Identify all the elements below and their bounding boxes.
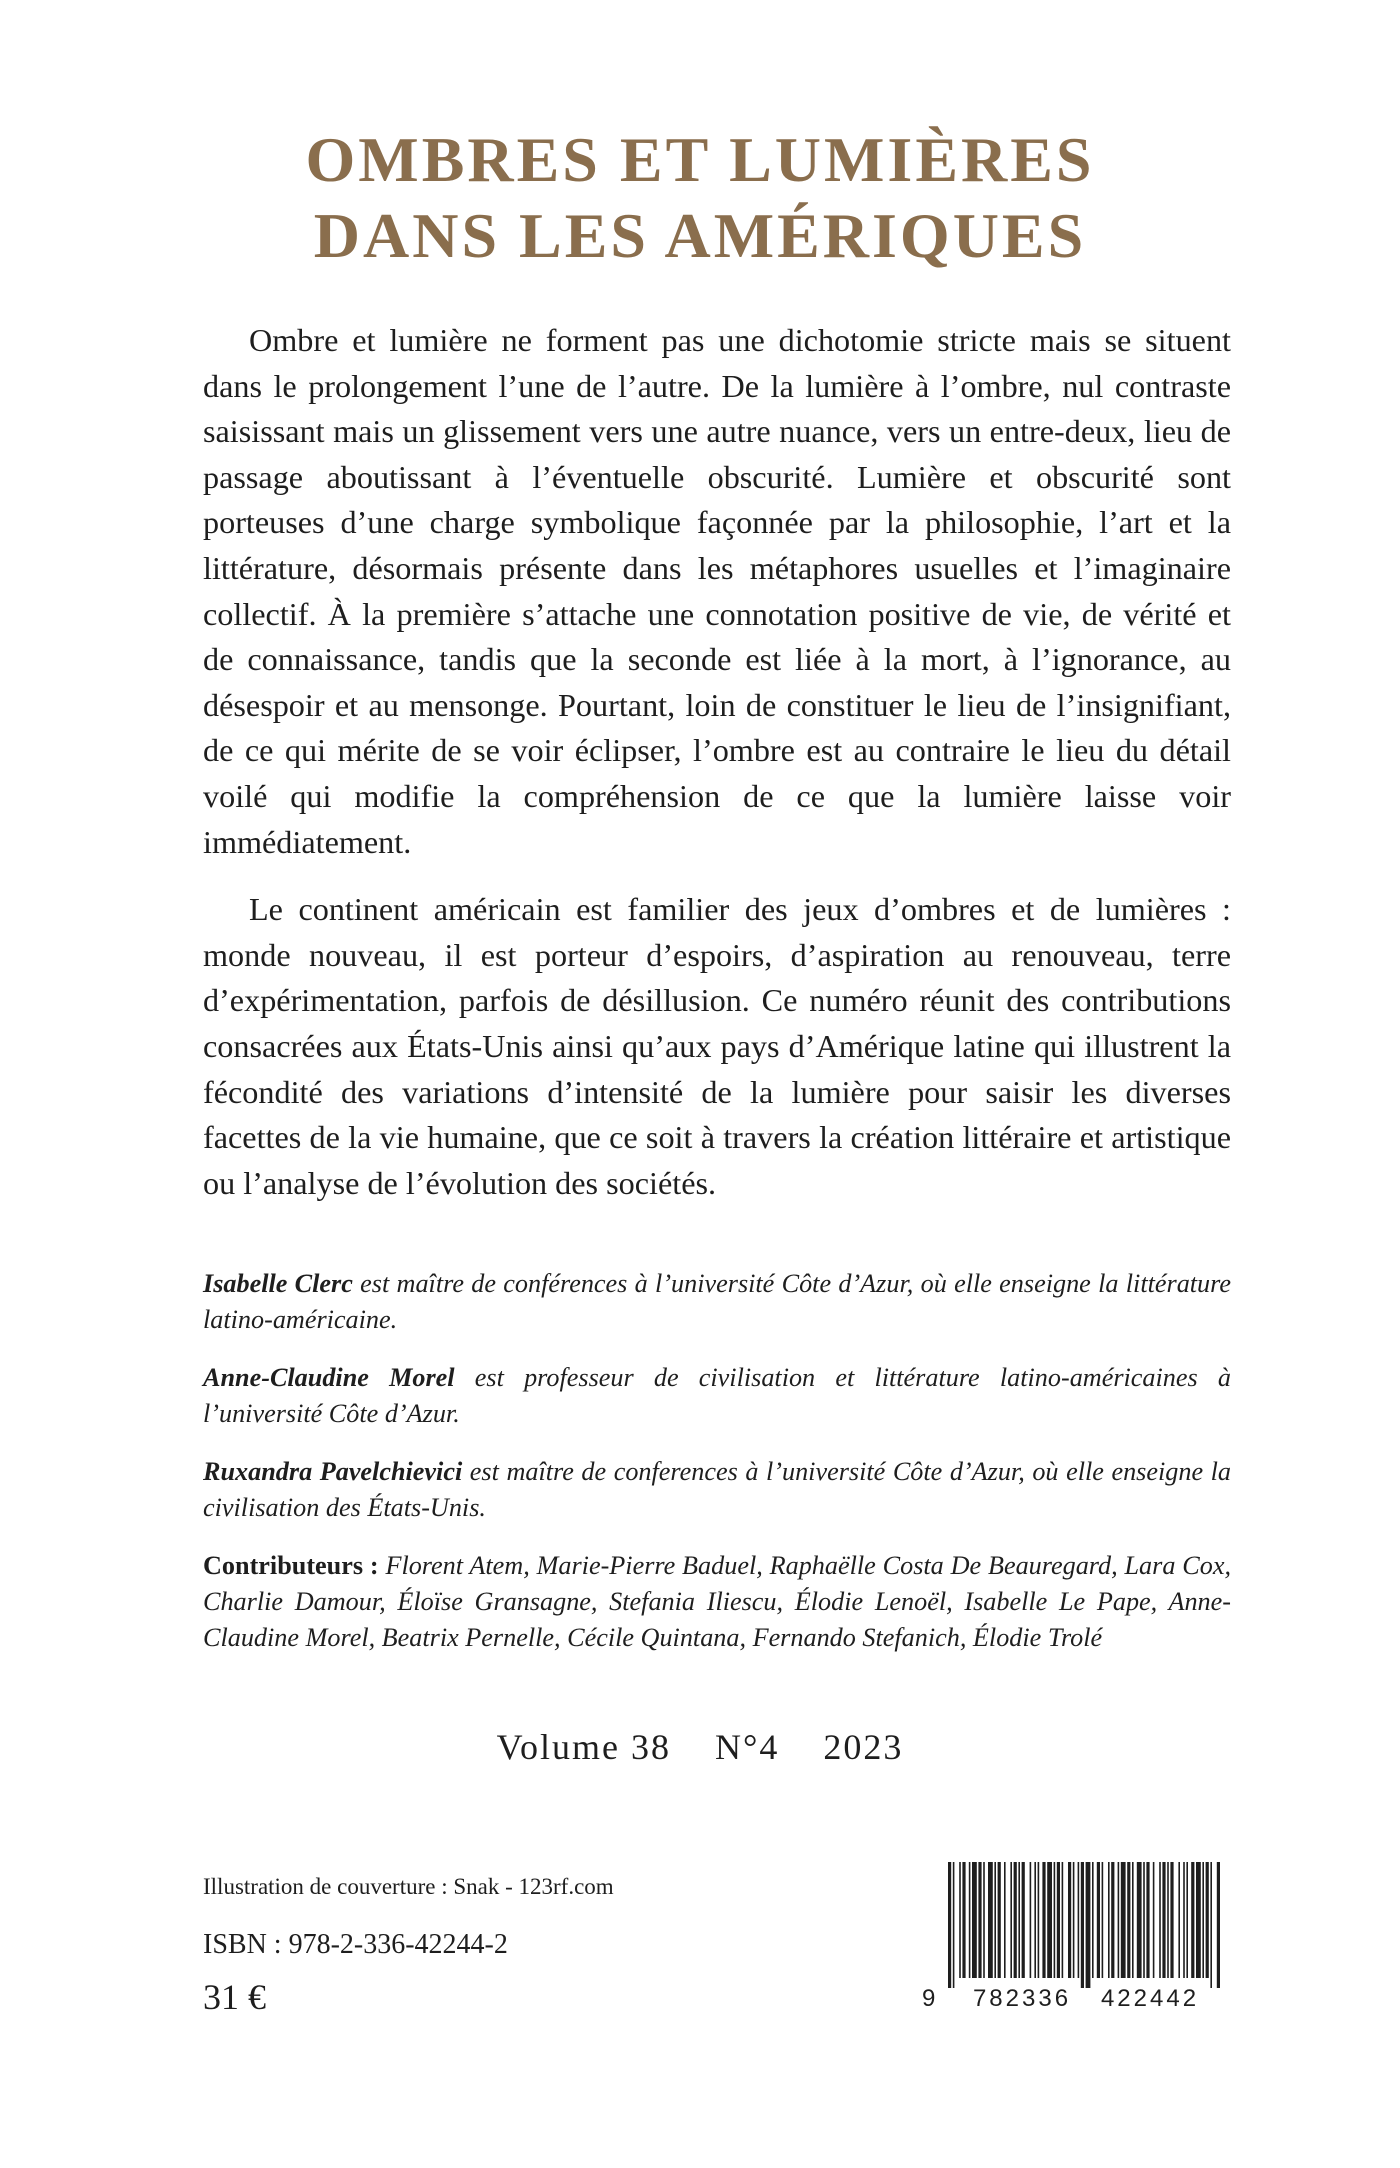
barcode-bar <box>994 1862 996 1978</box>
barcode-bar <box>1068 1862 1071 1978</box>
author-bios <box>203 1266 1231 1678</box>
bio-2 <box>203 1360 1231 1432</box>
issue-info <box>0 1726 1400 1768</box>
barcode-bar <box>998 1862 1001 1978</box>
barcode-bar <box>1210 1862 1212 1988</box>
barcode-bar <box>1042 1862 1045 1978</box>
barcode-bar <box>1018 1862 1020 1978</box>
bio-name: Isabelle Clerc <box>203 1269 353 1298</box>
barcode-bar <box>978 1862 981 1978</box>
barcode-bar <box>1102 1862 1104 1978</box>
barcode-bar <box>969 1862 971 1978</box>
bio-1 <box>203 1266 1231 1338</box>
barcode-bar <box>1047 1862 1052 1978</box>
barcode-bar <box>1073 1862 1075 1978</box>
barcode-bar <box>1118 1862 1120 1978</box>
barcode-digit-lead: 9 <box>922 1985 936 2012</box>
barcode-bar <box>1167 1862 1169 1978</box>
barcode-bar <box>1137 1862 1142 1978</box>
barcode-bar <box>1196 1862 1201 1978</box>
barcode-bar <box>1153 1862 1155 1978</box>
barcode-bar <box>1170 1862 1173 1978</box>
barcode-bar <box>959 1862 961 1978</box>
barcode-bar <box>953 1862 955 1988</box>
bio-name: Ruxandra Pavelchievici <box>203 1457 463 1486</box>
barcode-bar <box>1191 1862 1194 1978</box>
barcode <box>918 1860 1230 2012</box>
barcode-bar <box>948 1862 951 1988</box>
bio-text: est professeur de civilisation et littérature latino-américaines à l’université Côte d’Azur. <box>203 1363 1231 1428</box>
barcode-bar <box>1097 1862 1100 1978</box>
summary-text <box>203 318 1231 1206</box>
barcode-bar <box>1014 1862 1017 1978</box>
barcode-bar <box>1178 1862 1180 1978</box>
summary-paragraph-2: Le continent américain est familier des jeux d’ombres et de lumières : monde nouveau, il est porteur d’espoirs, d’aspiration au renouveau, terre d’expérimentation, parfois de désillusion. Ce numéro réunit des contributions consacrées aux États-Unis ainsi qu’aux pays d’Amérique latine qui illustrent la fécondité des variations d’intensité de la lumière pour saisir les diverses facettes de la vie humaine, que ce soit à travers la création littéraire et artistique ou l’analyse de l’évolution des sociétés. <box>203 891 1231 1201</box>
price: 31 € <box>203 1977 266 2017</box>
barcode-bar <box>1081 1862 1084 1988</box>
barcode-bar <box>1010 1862 1012 1978</box>
summary-paragraph-1: Ombre et lumière ne forment pas une dichotomie stricte mais se situent dans le prolongement l’une de l’autre. De la lumière à l’ombre, nul contraste saisissant mais un glissement vers une autre nuance, vers un entre-deux, lieu de passage aboutissant à l’éventuelle obscurité. Lumière et obscurité sont porteuses d’une charge symbolique façonnée par la philosophie, l’art et la littérature, désormais présente dans les métaphores usuelles et l’imaginaire collectif. À la première s’attache une connotation positive de vie, de vérité et de connaissance, tandis que la seconde est liée à la mort, à l’ignorance, au désespoir et au mensonge. Pourtant, loin de constituer le lieu de l’insignifiant, de ce qui mérite de se voir éclipser, l’ombre est au contraire le lieu du détail voilé qui modifie la compréhension de ce que la lumière laisse voir immédiatement. <box>203 322 1231 860</box>
barcode-bar <box>1127 1862 1130 1978</box>
bio-text: est maître de conférences à l’université Côte d’Azur, où elle enseigne la littérature latino-américaine. <box>203 1269 1231 1334</box>
barcode-bar <box>1217 1862 1220 1988</box>
barcode-bar <box>1132 1862 1134 1978</box>
issue-year: 2023 <box>823 1727 904 1767</box>
barcode-bar <box>1054 1862 1056 1978</box>
bio-text: est maître de conferences à l’université Côte d’Azur, où elle enseigne la civilisation des États-Unis. <box>203 1457 1231 1522</box>
barcode-digits-left: 782336 <box>972 1985 1072 2012</box>
barcode-bar <box>1162 1862 1165 1978</box>
issue-number: N°4 <box>714 1727 780 1767</box>
barcode-bar <box>1092 1862 1094 1978</box>
contributors-list <box>203 1548 1231 1656</box>
barcode-bar <box>988 1862 993 1978</box>
barcode-bar <box>1159 1862 1161 1978</box>
barcode-bar <box>1004 1862 1006 1978</box>
bio-name: Anne-Claudine Morel <box>203 1363 455 1392</box>
cover-credit: Illustration de couverture : Snak - 123rf.com <box>203 1874 614 1899</box>
barcode-bar <box>1038 1862 1040 1978</box>
barcode-bar <box>962 1862 965 1978</box>
barcode-bar <box>972 1862 977 1978</box>
barcode-bar <box>1146 1862 1149 1978</box>
barcode-bar <box>1062 1862 1064 1978</box>
barcode-bar <box>1111 1862 1114 1978</box>
barcode-digits-right: 422442 <box>1100 1985 1200 2012</box>
issue-volume: Volume 38 <box>496 1727 671 1767</box>
barcode-bar <box>1121 1862 1126 1978</box>
bio-3 <box>203 1454 1231 1526</box>
barcode-bar <box>1206 1862 1209 1978</box>
barcode-bar <box>1202 1862 1204 1978</box>
contributors-label: Contributeurs : <box>203 1551 379 1580</box>
barcode-bar <box>1034 1862 1036 1978</box>
barcode-bar <box>983 1862 985 1978</box>
barcode-bar <box>1183 1862 1185 1978</box>
title-line-1: OMBRES ET LUMIÈRES <box>305 124 1095 195</box>
barcode-bars <box>948 1862 1220 1988</box>
barcode-bar <box>1186 1862 1188 1978</box>
barcode-bar <box>1108 1862 1110 1978</box>
barcode-bar <box>1143 1862 1145 1978</box>
barcode-bar <box>1086 1862 1091 1988</box>
cover-title <box>0 122 1400 274</box>
barcode-bar <box>1078 1862 1080 1978</box>
barcode-bar <box>1022 1862 1025 1978</box>
contributors-names: Florent Atem, Marie-Pierre Baduel, Raphaëlle Costa De Beauregard, Lara Cox, Charlie Damour, Éloïse Gransagne, Stefania Iliescu, Élodie Lenoël, Isabelle Le Pape, Anne-Claudine Morel, Beatrix Pernelle, Cécile Quintana, Fernando Stefanich, Élodie Trolé <box>203 1551 1232 1652</box>
barcode-bar <box>1030 1862 1032 1978</box>
barcode-bar <box>1057 1862 1060 1978</box>
title-line-2: DANS LES AMÉRIQUES <box>313 200 1087 271</box>
isbn: ISBN : 978-2-336-42244-2 <box>203 1929 508 1960</box>
